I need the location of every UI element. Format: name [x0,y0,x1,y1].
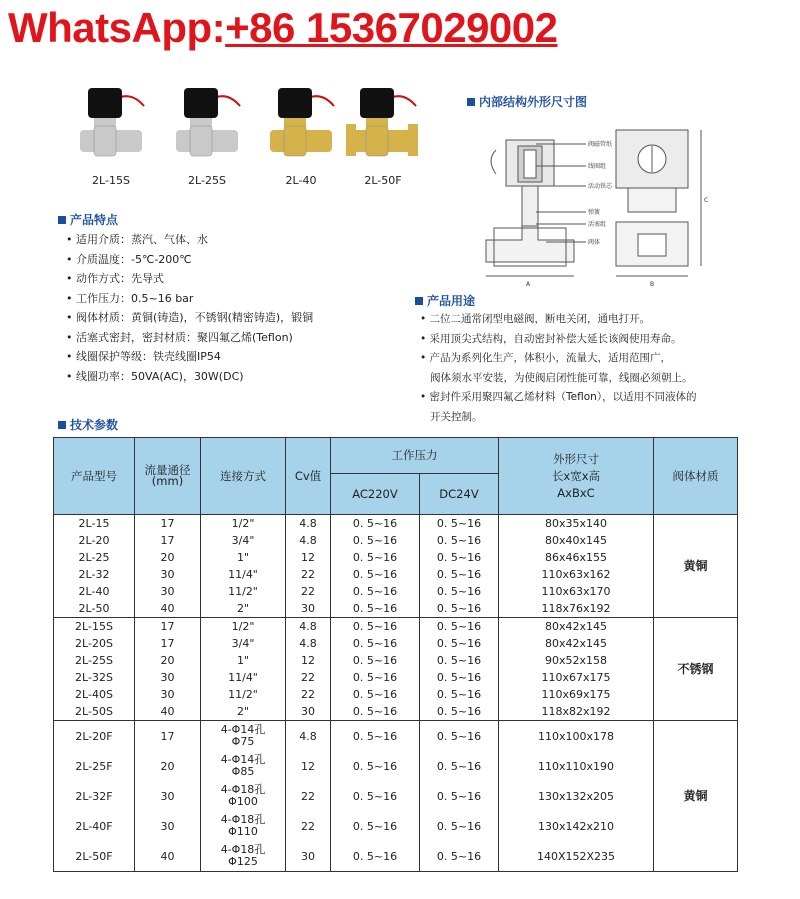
table-row [54,751,738,781]
table-row [54,635,738,652]
cv-cell: 12 [286,652,331,669]
material-cell: 不锈钢 [654,618,738,721]
connection-cell: 3/4" [201,635,286,652]
ac-pressure-cell: 0. 5~16 [331,781,420,811]
dc-pressure-cell: 0. 5~16 [420,635,499,652]
feature-item: • 适用介质：蒸汽、气体、水 [66,230,313,250]
ac-pressure-cell: 0. 5~16 [331,703,420,721]
dc-pressure-cell: 0. 5~16 [420,652,499,669]
model-cell: 2L-15 [54,515,135,533]
valve-image [72,84,150,164]
features-section-title: 产品特点 [58,211,118,228]
connection-cell: 2" [201,600,286,618]
model-cell: 2L-32 [54,566,135,583]
diagram-label: 活动铁芯 [588,183,613,190]
product-model-label: 2L-15S [92,174,130,187]
size-cell: 118x76x192 [499,600,654,618]
ac-pressure-cell: 0. 5~16 [331,841,420,872]
orifice-cell: 17 [135,721,201,752]
whatsapp-contact [8,4,558,52]
product-photo [168,84,246,187]
cv-cell: 22 [286,781,331,811]
feature-item: • 介质温度：-5℃-200℃ [66,250,313,270]
diagram-label: 阀体 [588,239,601,246]
cv-cell: 12 [286,549,331,566]
model-cell: 2L-40S [54,686,135,703]
cv-cell: 30 [286,703,331,721]
dim-a-label: A [526,281,531,288]
ac-pressure-cell: 0. 5~16 [331,652,420,669]
orifice-cell: 30 [135,686,201,703]
cv-cell: 22 [286,669,331,686]
table-row [54,669,738,686]
orifice-cell: 40 [135,600,201,618]
header-orifice: 流量通径 (mm) [135,438,201,515]
dc-pressure-cell: 0. 5~16 [420,721,499,752]
dc-pressure-cell: 0. 5~16 [420,703,499,721]
ac-pressure-cell: 0. 5~16 [331,618,420,636]
orifice-cell: 17 [135,618,201,636]
cv-cell: 30 [286,841,331,872]
header-ac: AC220V [331,474,420,515]
size-cell: 118x82x192 [499,703,654,721]
diagram-label: 阀磁管纸 [588,141,613,148]
table-row [54,618,738,636]
ac-pressure-cell: 0. 5~16 [331,532,420,549]
structure-diagram [466,110,724,290]
model-cell: 2L-15S [54,618,135,636]
product-photo [262,84,340,187]
feature-item: • 阀体材质：黄铜(铸造)，不锈钢(精密铸造)，锻铜 [66,308,313,328]
dim-c-label: C [704,197,709,204]
cv-cell: 4.8 [286,721,331,752]
model-cell: 2L-20S [54,635,135,652]
dc-pressure-cell: 0. 5~16 [420,781,499,811]
diagram-label: 弹簧 [588,209,601,216]
ac-pressure-cell: 0. 5~16 [331,583,420,600]
ac-pressure-cell: 0. 5~16 [331,549,420,566]
table-row [54,515,738,533]
usage-item: • 采用顶尖式结构，自动密封补偿大延长该阀使用寿命。 [420,330,750,350]
model-cell: 2L-25 [54,549,135,566]
orifice-cell: 40 [135,841,201,872]
whatsapp-number[interactable]: +86 15367029002 [225,4,558,51]
connection-cell: 4-Φ18孔 Φ125 [201,841,286,872]
header-dc: DC24V [420,474,499,515]
table-row [54,532,738,549]
connection-cell: 1/2" [201,618,286,636]
connection-cell: 2" [201,703,286,721]
cv-cell: 30 [286,600,331,618]
dc-pressure-cell: 0. 5~16 [420,669,499,686]
product-model-label: 2L-50F [364,174,402,187]
size-cell: 80x35x140 [499,515,654,533]
product-model-label: 2L-40 [285,174,317,187]
cv-cell: 22 [286,583,331,600]
ac-pressure-cell: 0. 5~16 [331,635,420,652]
usage-item: 阀体须水平安装，为使阀启闭性能可靠，线圈必须朝上。 [430,371,693,384]
dc-pressure-cell: 0. 5~16 [420,583,499,600]
product-photo [72,84,150,187]
connection-cell: 4-Φ14孔 Φ85 [201,751,286,781]
ac-pressure-cell: 0. 5~16 [331,811,420,841]
dc-pressure-cell: 0. 5~16 [420,532,499,549]
cv-cell: 22 [286,686,331,703]
model-cell: 2L-40F [54,811,135,841]
cv-cell: 4.8 [286,635,331,652]
feature-item: • 线圈功率：50VA(AC)，30W(DC) [66,367,313,387]
orifice-cell: 17 [135,515,201,533]
connection-cell: 11/4" [201,669,286,686]
table-row [54,703,738,721]
size-cell: 110x63x170 [499,583,654,600]
ac-pressure-cell: 0. 5~16 [331,751,420,781]
size-cell: 110x110x190 [499,751,654,781]
dc-pressure-cell: 0. 5~16 [420,618,499,636]
size-cell: 86x46x155 [499,549,654,566]
valve-image [344,84,422,164]
section-marker-icon [58,421,66,429]
orifice-cell: 30 [135,781,201,811]
model-cell: 2L-25S [54,652,135,669]
model-cell: 2L-50 [54,600,135,618]
table-row [54,841,738,872]
dim-b-label: B [650,281,655,288]
material-cell: 黄铜 [654,515,738,618]
size-cell: 80x42x145 [499,618,654,636]
size-cell: 130x142x210 [499,811,654,841]
model-cell: 2L-20F [54,721,135,752]
usage-item: 开关控制。 [430,410,483,423]
structure-section-title: 内部结构外形尺寸图 [467,93,587,110]
ac-pressure-cell: 0. 5~16 [331,721,420,752]
spec-section-title: 技术参数 [58,416,118,433]
connection-cell: 4-Φ18孔 Φ100 [201,781,286,811]
connection-cell: 1" [201,549,286,566]
feature-item: • 线圈保护等级：铁壳线圈IP54 [66,347,313,367]
header-connection: 连接方式 [201,438,286,515]
orifice-cell: 17 [135,635,201,652]
model-cell: 2L-50S [54,703,135,721]
table-row [54,721,738,752]
header-model: 产品型号 [54,438,135,515]
orifice-cell: 30 [135,583,201,600]
dc-pressure-cell: 0. 5~16 [420,751,499,781]
dc-pressure-cell: 0. 5~16 [420,515,499,533]
connection-cell: 3/4" [201,532,286,549]
header-cv: Cv值 [286,438,331,515]
ac-pressure-cell: 0. 5~16 [331,669,420,686]
diagram-label: 线圈组 [588,163,607,170]
feature-item: • 动作方式：先导式 [66,269,313,289]
material-cell: 黄铜 [654,721,738,872]
orifice-cell: 17 [135,532,201,549]
orifice-cell: 20 [135,549,201,566]
size-cell: 110x69x175 [499,686,654,703]
ac-pressure-cell: 0. 5~16 [331,515,420,533]
table-row [54,549,738,566]
model-cell: 2L-20 [54,532,135,549]
size-cell: 80x40x145 [499,532,654,549]
valve-image [168,84,246,164]
dc-pressure-cell: 0. 5~16 [420,600,499,618]
usage-item: • 产品为系列化生产，体积小，流量大，适用范围广， [420,349,750,369]
section-marker-icon [415,297,423,305]
table-row [54,600,738,618]
connection-cell: 1" [201,652,286,669]
model-cell: 2L-25F [54,751,135,781]
orifice-cell: 20 [135,652,201,669]
table-row [54,652,738,669]
section-marker-icon [58,216,66,224]
product-model-label: 2L-25S [188,174,226,187]
model-cell: 2L-50F [54,841,135,872]
usage-section-title: 产品用途 [415,292,475,309]
ac-pressure-cell: 0. 5~16 [331,566,420,583]
dc-pressure-cell: 0. 5~16 [420,549,499,566]
orifice-cell: 30 [135,669,201,686]
model-cell: 2L-40 [54,583,135,600]
table-row [54,811,738,841]
usage-item: • 密封件采用聚四氟乙烯材料（Teflon），以适用不同液体的 [420,388,750,408]
dc-pressure-cell: 0. 5~16 [420,686,499,703]
cv-cell: 4.8 [286,515,331,533]
header-pressure: 工作压力 [331,438,499,474]
table-row [54,686,738,703]
model-cell: 2L-32S [54,669,135,686]
connection-cell: 11/2" [201,583,286,600]
usage-item: • 二位二通常闭型电磁阀，断电关闭，通电打开。 [420,310,750,330]
orifice-cell: 30 [135,566,201,583]
connection-cell: 11/2" [201,686,286,703]
connection-cell: 4-Φ14孔 Φ75 [201,721,286,752]
size-cell: 110x63x162 [499,566,654,583]
cv-cell: 4.8 [286,618,331,636]
product-photo [344,84,422,187]
features-list [66,230,313,386]
size-cell: 110x100x178 [499,721,654,752]
table-row [54,566,738,583]
cv-cell: 22 [286,811,331,841]
size-cell: 140X152X235 [499,841,654,872]
whatsapp-label: WhatsApp: [8,4,226,51]
orifice-cell: 40 [135,703,201,721]
model-cell: 2L-32F [54,781,135,811]
orifice-cell: 20 [135,751,201,781]
ac-pressure-cell: 0. 5~16 [331,600,420,618]
size-cell: 130x132x205 [499,781,654,811]
size-cell: 80x42x145 [499,635,654,652]
size-cell: 110x67x175 [499,669,654,686]
spec-table [53,437,738,872]
cv-cell: 4.8 [286,532,331,549]
header-material: 阀体材质 [654,438,738,515]
header-size: 外形尺寸 长x宽x高 AxBxC [499,438,654,515]
connection-cell: 1/2" [201,515,286,533]
orifice-cell: 30 [135,811,201,841]
cv-cell: 22 [286,566,331,583]
dc-pressure-cell: 0. 5~16 [420,811,499,841]
ac-pressure-cell: 0. 5~16 [331,686,420,703]
dc-pressure-cell: 0. 5~16 [420,566,499,583]
feature-item: • 活塞式密封，密封材质：聚四氟乙烯(Teflon) [66,328,313,348]
dc-pressure-cell: 0. 5~16 [420,841,499,872]
connection-cell: 11/4" [201,566,286,583]
diagram-label: 活塞组 [588,221,607,228]
connection-cell: 4-Φ18孔 Φ110 [201,811,286,841]
usage-list [420,310,750,427]
section-marker-icon [467,98,475,106]
feature-item: • 工作压力：0.5~16 bar [66,289,313,309]
size-cell: 90x52x158 [499,652,654,669]
cv-cell: 12 [286,751,331,781]
table-row [54,583,738,600]
valve-image [262,84,340,164]
table-row [54,781,738,811]
